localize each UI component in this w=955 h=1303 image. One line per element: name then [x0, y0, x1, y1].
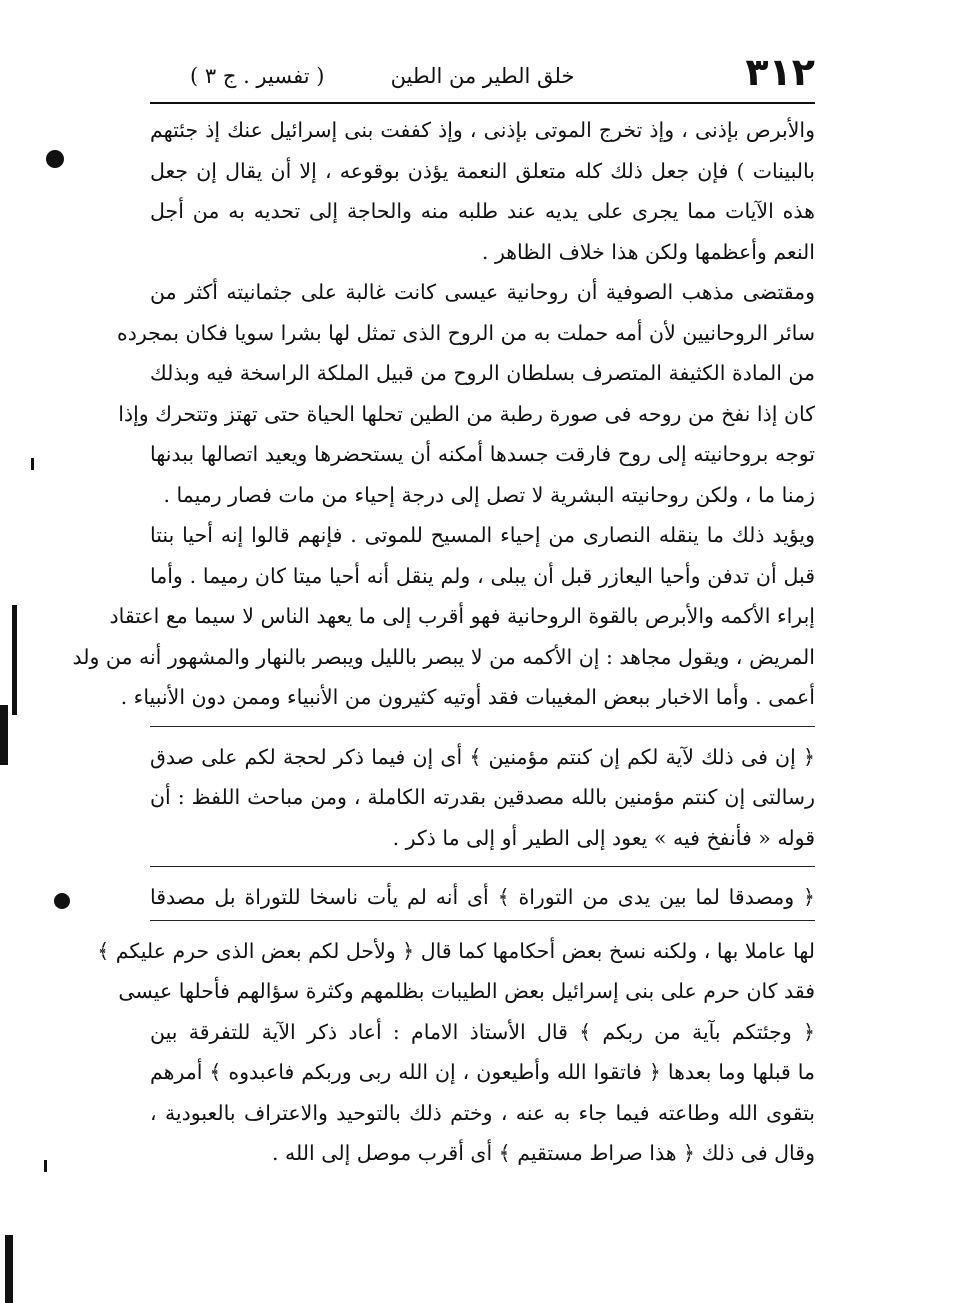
paragraph: [150, 110, 815, 272]
text-line: فقد كان حرم على بنى إسرائيل بعض الطيبات بظلمهم وكثرة سؤالهم فأحلها عيسى: [118, 979, 815, 1003]
binding-hole: [54, 893, 70, 909]
text-line: زمنا ما ، ولكن روحانيته البشرية لا تصل إلى درجة إحياء من مات فصار رميما .: [163, 482, 815, 507]
text-line: قوله « فأنفخ فيه » يعود إلى الطير أو إلى ما ذكر .: [392, 825, 815, 850]
text-line: ﴿ ومصدقا لما بين يدى من التوراة ﴾ أى أنه لم يأت ناسخا للتوراة بل مصدقا: [150, 885, 815, 909]
paragraph: [72, 515, 815, 718]
text-line: سائر الروحانيين لأن أمه حملت به من الروح الذى تمثل لها بشرا سويا فكان بمجرده: [116, 320, 815, 345]
text-line: رسالتى إن كنتم مؤمنين بالله مصدقين بقدرته الكاملة ، ومن مباحث اللفظ : أن: [150, 785, 815, 809]
text-line: ومقتضى مذهب الصوفية أن روحانية عيسى كانت غالبة على جثمانيته أكثر من: [150, 280, 815, 304]
scan-edge-mark: [12, 605, 17, 715]
scan-edge-mark: [44, 1160, 47, 1172]
text-line: ويؤيد ذلك ما ينقله النصارى من إحياء المسيح للموتى . فإنهم قالوا إنه أحيا بنتا: [150, 523, 815, 547]
page-number: ٣١٢: [745, 50, 815, 94]
text-line: النعم وأعظمها ولكن هذا خلاف الظاهر .: [481, 239, 815, 264]
binding-hole: [46, 150, 64, 168]
text-line: هذه الآيات مما يجرى على يديه عند طلبه منه والحاجة إلى تحديه به من أجل: [150, 199, 815, 223]
paragraph: [150, 877, 815, 918]
section-divider: [150, 726, 815, 727]
text-line: بتقوى الله وطاعته فيما جاء به عنه ، وختم ذلك بالتوحيد والاعتراف بالعبودية ،: [150, 1100, 815, 1125]
scan-edge-mark: [31, 458, 34, 470]
scan-edge-mark: [5, 1235, 13, 1303]
paragraph: [97, 931, 815, 1174]
text-line: ﴿ إن فى ذلك لآية لكم إن كنتم مؤمنين ﴾ أى إن فيما ذكر لحجة لكم على صدق: [150, 744, 815, 769]
text-line: ما قبلها وما بعدها ﴿ فاتقوا الله وأطيعون ، إن الله ربى وربكم فاعبدوه ﴾ أمرهم: [150, 1060, 815, 1084]
text-line: المريض ، ويقول مجاهد : إن الأكمه من لا يبصر بالليل ويبصر بالنهار والمشهور أنه من ولد: [72, 644, 815, 669]
text-line: إبراء الأكمه والأبرص بالقوة الروحانية فهو أقرب إلى ما يعهد الناس لا سيما مع اعتقاد: [109, 604, 815, 628]
paragraph: [150, 737, 815, 859]
section-divider: [150, 920, 815, 921]
section-divider: [150, 866, 815, 867]
scan-edge-mark: [0, 705, 8, 765]
text-line: أعمى . وأما الاخبار ببعض المغيبات فقد أوتيه كثيرون من الأنبياء وممن دون الأنبياء .: [120, 685, 815, 709]
body-text: [72, 110, 815, 1174]
text-line: ﴿ وجئتكم بآية من ربكم ﴾ قال الأستاذ الامام : أعاد ذكر الآية للتفرقة بين: [150, 1019, 815, 1044]
text-line: كان إذا نفخ من روحه فى صورة رطبة من الطين تحلها الحياة حتى تهتز وتتحرك وإذا: [118, 401, 815, 426]
text-line: من المادة الكثيفة المتصرف بسلطان الروح من قبيل الملكة الراسخة فيه وبذلك: [149, 361, 815, 385]
paragraph: [116, 272, 815, 515]
page-header: [150, 50, 815, 102]
header-rule: [150, 102, 815, 104]
book-reference: ( تفسير . ج ٣ ): [190, 64, 325, 88]
text-line: بالبينات ) فإن جعل ذلك كله متعلق النعمة يؤذن بوقوعه ، إلا أن يقال إن جعل: [150, 158, 815, 183]
text-line: لها عاملا بها ، ولكنه نسخ بعض أحكامها كما قال ﴿ ولأحل لكم بعض الذى حرم عليكم ﴾: [97, 938, 815, 963]
running-title: خلق الطير من الطين: [390, 64, 575, 88]
text-line: وقال فى ذلك ﴿ هذا صراط مستقيم ﴾ أى أقرب موصل إلى الله .: [271, 1141, 815, 1165]
text-line: قبل أن تدفن وأحيا اليعازر قبل أن يبلى ، ولم ينقل أنه أحيا ميتا كان رميما . وأما: [150, 563, 815, 588]
text-line: والأبرص بإذنى ، وإذ تخرج الموتى بإذنى ، وإذ كففت بنى إسرائيل عنك إذ جئتهم: [150, 118, 815, 142]
text-line: توجه بروحانيته إلى روح فارقت جسدها أمكنه أن يستحضرها ويعيد اتصالها ببدنها: [150, 442, 815, 466]
